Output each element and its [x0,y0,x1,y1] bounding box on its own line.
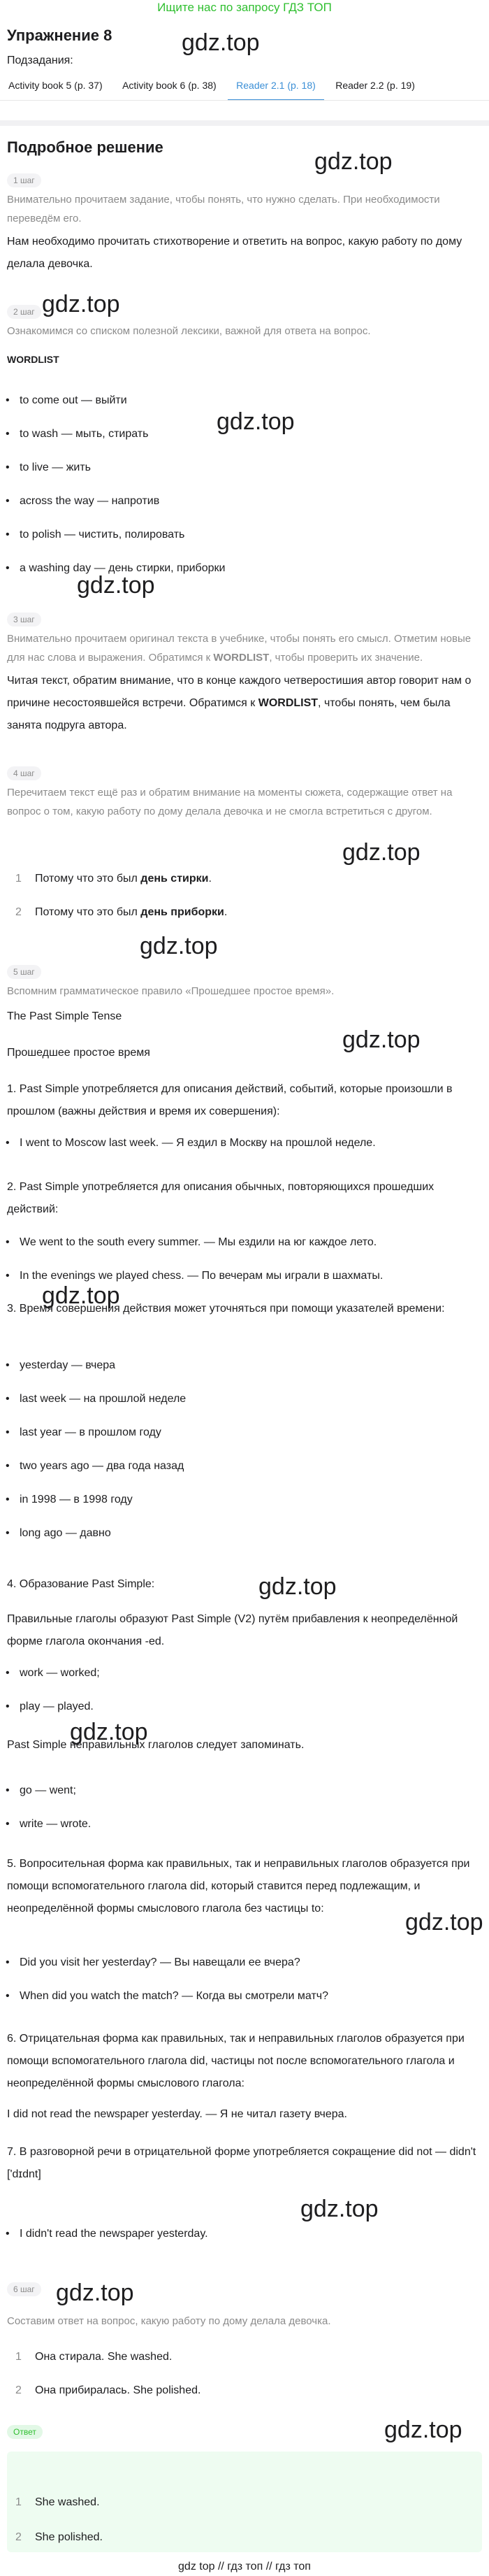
rule-paragraph: 2. Past Simple употребляется для описания обычных, повторяющихся прошедших действий: [7,1181,435,1215]
list-item: • a washing day — день стирки, приборки [20,559,225,578]
numbered-item: 1 Она стирала. She washed. [15,2351,173,2363]
step-note: Ознакомимся со списком полезной лексики, важной для ответа на вопрос. [7,325,371,337]
answer-item: 2 She polished. [15,2531,103,2543]
watermark: gdz.top [56,2280,134,2306]
watermark: gdz.top [70,1719,148,1745]
answer-item: 1 She washed. [15,2496,100,2508]
list-item: • We went to the south every summer. — Мы ездили на юг каждое лето. [20,1233,377,1252]
list-item: • to wash — мыть, стирать [20,425,148,443]
top-promo-link[interactable]: Ищите нас по запросу ГДЗ ТОП [157,1,332,14]
list-item: • play — played. [20,1698,94,1716]
rule-paragraph: 3. Время совершения действия может уточняться при помощи указателей времени: [7,1303,445,1315]
watermark: gdz.top [42,1282,120,1309]
list-item: • in 1998 — в 1998 году [20,1491,133,1509]
rule-subheading: Прошедшее простое время [7,1047,150,1059]
list-item: • When did you watch the match? — Когда вы смотрели матч? [20,1987,328,2005]
step-badge: 6 шаг [7,2282,41,2296]
rule-paragraph: 7. В разговорной речи в отрицательной форме употребляется сокращение did not — didn't ['dɪdnt] [7,2146,476,2180]
list-item: • write — wrote. [20,1815,91,1833]
watermark: gdz.top [300,2196,379,2222]
tab-reader-2-1[interactable]: Reader 2.1 (p. 18) [228,73,324,101]
watermark: gdz.top [342,1026,421,1053]
watermark: gdz.top [384,2417,462,2443]
step-note: Составим ответ на вопрос, какую работу по дому делала девочка. [7,2315,331,2327]
tab-activity-book-5[interactable]: Activity book 5 (p. 37) [8,80,103,91]
list-item: • two years ago — два года назад [20,1457,184,1475]
list-item: • In the evenings we played chess. — По вечерам мы играли в шахматы. [20,1267,383,1285]
numbered-item: 2 Она прибиралась. She polished. [15,2384,201,2396]
step-text: Читая текст, обратим внимание, что в конце каждого четверостишия автор говорит нам о причине несостоявшейся встречи. Обратимся к WORDLIST, чтобы понять, чем была занята подруга автора. [7,675,472,731]
step-note: Перечитаем текст ещё раз и обратим внимание на моменты сюжета, содержащие ответ на вопрос о том, какую работу по дому делала девочка и не смогла встретиться с другом. [7,787,453,817]
numbered-item: 1 Потому что это был день стирки. [15,873,212,885]
rule-paragraph: 4. Образование Past Simple: [7,1578,155,1590]
step-badge: 5 шаг [7,965,41,979]
watermark: gdz.top [342,839,421,866]
step-badge: 3 шаг [7,613,41,627]
wordlist-heading: WORDLIST [7,354,59,365]
list-item: • to come out — выйти [20,392,127,410]
list-item: • work — worked; [20,1664,100,1682]
page-title: Упражнение 8 [7,27,112,44]
rule-paragraph: Past Simple неправильных глаголов следует запоминать. [7,1739,305,1751]
step-badge: 1 шаг [7,173,41,187]
divider [0,120,489,126]
watermark: gdz.top [77,572,155,599]
list-item: • across the way — напротив [20,492,159,510]
step-badge: 2 шаг [7,305,41,319]
watermark: gdz.top [182,29,260,56]
list-item: • to polish — чистить, полировать [20,526,184,544]
list-item: • last week — на прошлой неделе [20,1390,186,1408]
footer-links[interactable]: gdz top // гдз топ // гдз топ [178,2561,311,2573]
watermark: gdz.top [42,291,120,317]
rule-paragraph: Правильные глаголы образуют Past Simple (V2) путём прибавления к неопределённой форме глагола окончания -ed. [7,1613,458,1647]
subtasks-label: Подзадания: [7,55,73,66]
watermark: gdz.top [405,1909,483,1935]
watermark: gdz.top [217,408,295,435]
list-item: • to live — жить [20,459,91,477]
step-note: Внимательно прочитаем оригинал текста в учебнике, чтобы понять его смысл. Отметим новые для нас слова и выражения. Обратимся к WORDLIST, чтобы проверить их значение. [7,633,472,664]
list-item: • I didn't read the newspaper yesterday. [20,2225,208,2243]
section-title: Подробное решение [7,138,163,156]
rule-heading: The Past Simple Tense [7,1010,122,1022]
watermark: gdz.top [258,1573,337,1600]
list-item: • Did you visit her yesterday? — Вы навещали ее вчера? [20,1954,300,1972]
rule-paragraph: I did not read the newspaper yesterday. — Я не читал газету вчера. [7,2108,347,2120]
step-note: Внимательно прочитаем задание, чтобы понять, что нужно сделать. При необходимости переведём его. [7,194,440,224]
list-item: • yesterday — вчера [20,1357,115,1375]
watermark: gdz.top [140,933,218,959]
step-note: Вспомним грамматическое правило «Прошедшее простое время». [7,985,335,997]
rule-paragraph: 6. Отрицательная форма как правильных, так и неправильных глаголов образуется при помощи вспомогательного глагола did, частицы not после вспомогательного глагола и неопределённой формы смыслового глагола: [7,2033,465,2089]
list-item: • go — went; [20,1782,76,1800]
watermark: gdz.top [314,148,393,175]
tab-reader-2-2[interactable]: Reader 2.2 (p. 19) [335,80,415,91]
rule-paragraph: 1. Past Simple употребляется для описания действий, событий, которые произошли в прошлом (важны действия и время их совершения): [7,1083,453,1117]
step-badge: 4 шаг [7,766,41,780]
step-text: Нам необходимо прочитать стихотворение и ответить на вопрос, какую работу по дому делала девочка. [7,236,462,270]
list-item: • last year — в прошлом году [20,1424,161,1442]
list-item: • long ago — давно [20,1524,111,1543]
answer-badge: Ответ [7,2425,43,2439]
rule-paragraph: 5. Вопросительная форма как правильных, так и неправильных глаголов образуется при помощи вспомогательного глагола did, который ставится перед подлежащим, и неопределённой формы смыслового глагола без частицы to: [7,1858,470,1915]
list-item: • I went to Moscow last week. — Я ездил в Москву на прошлой неделе. [20,1134,376,1152]
subtask-tabs [0,73,489,101]
tab-activity-book-6[interactable]: Activity book 6 (p. 38) [122,80,217,91]
numbered-item: 2 Потому что это был день приборки. [15,906,228,918]
